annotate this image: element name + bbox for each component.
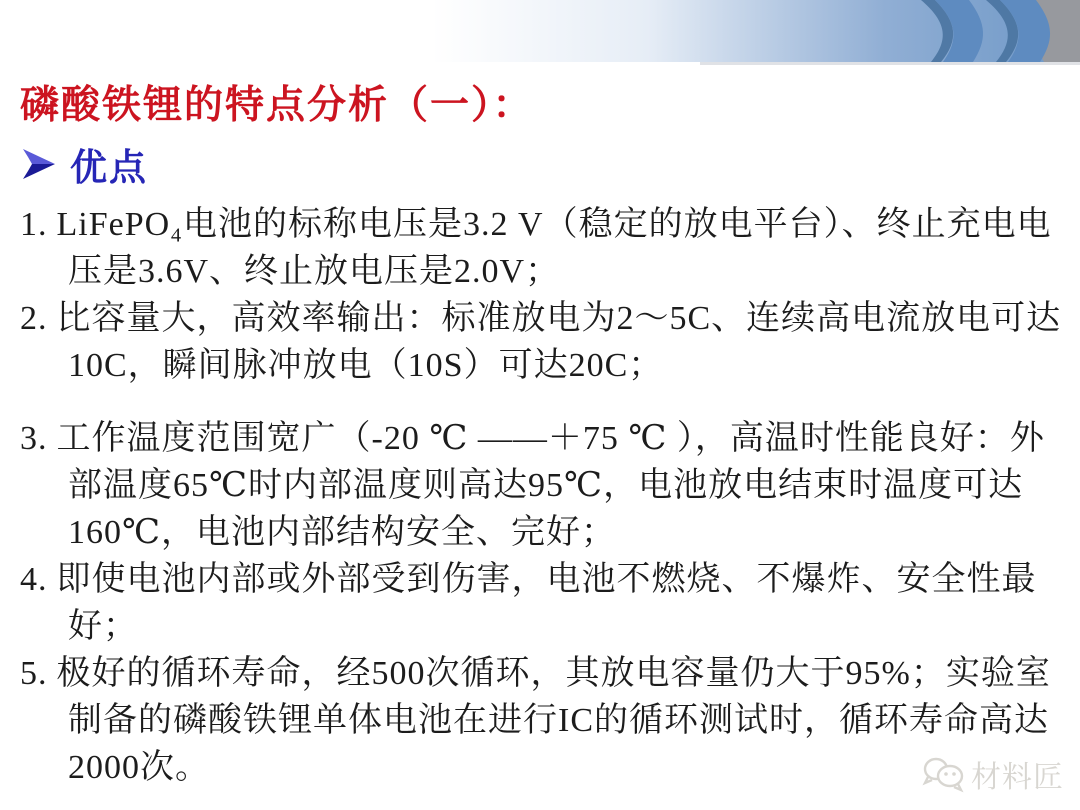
item-number: 5. [20, 654, 48, 692]
header-band-graphic [0, 0, 1080, 66]
item-number: 2. [20, 299, 48, 337]
list-item [20, 650, 1065, 791]
wechat-icon [921, 755, 965, 793]
section-advantages [20, 137, 1065, 191]
item-text: 比容量大，高效率输出：标准放电为2～5C、连续高电流放电可达10C，瞬间脉冲放电（10S）可达20C； [56, 299, 1062, 384]
item-text: LiFePO₄电池的标称电压是3.2 V（稳定的放电平台）、终止充电电压是3.6V、终止放电压是2.0V； [56, 205, 1052, 290]
points-list [20, 201, 1065, 791]
arrow-bullet-icon [20, 147, 58, 181]
page-title: 磷酸铁锂的特点分析（一）： [20, 84, 534, 127]
watermark-label: 材料匠 [971, 761, 1064, 794]
list-item [20, 415, 1065, 556]
slide-body [20, 66, 1065, 791]
list-item [20, 295, 1065, 389]
item-number: 3. [20, 419, 48, 457]
watermark [921, 752, 1064, 796]
item-text: 极好的循环寿命，经500次循环，其放电容量仍大于95%；实验室制备的磷酸铁锂单体电池在进行IC的循环测试时，循环寿命高达2000次。 [56, 654, 1051, 786]
section-label: 优点 [70, 147, 148, 189]
item-text: 即使电池内部或外部受到伤害，电池不燃烧、不爆炸、安全性最好； [56, 560, 1037, 645]
header-decoration [0, 0, 1080, 66]
item-number: 4. [20, 560, 48, 598]
list-item [20, 556, 1065, 650]
list-item [20, 201, 1065, 295]
item-text: 工作温度范围宽广（-20 ℃ ——＋75 ℃ ），高温时性能良好：外部温度65℃时内部温度则高达95℃，电池放电结束时温度可达160℃，电池内部结构安全、完好； [56, 419, 1045, 551]
item-number: 1. [20, 205, 48, 243]
